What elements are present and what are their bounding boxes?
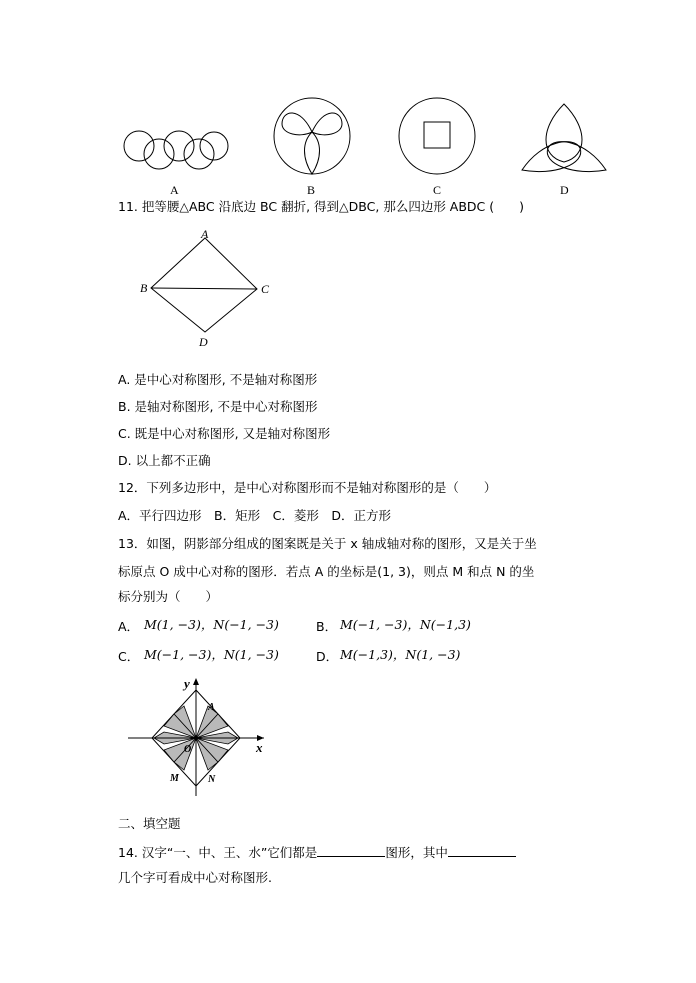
q13-option-c: M(−1, −3)，N(1, −3) bbox=[144, 647, 279, 662]
origin-label: O bbox=[184, 744, 192, 755]
x-axis-label: x bbox=[256, 740, 263, 755]
q11-option-b: B. 是轴对称图形, 不是中心对称图形 bbox=[118, 399, 318, 414]
q13-option-a: M(1, −3)，N(−1, −3) bbox=[144, 617, 279, 632]
q13-option-c-label: C． bbox=[118, 649, 140, 664]
q14-part2: 图形，其中 bbox=[385, 845, 448, 860]
q13-option-a-label: A． bbox=[118, 619, 140, 634]
figure-label-d: D bbox=[560, 183, 569, 197]
q13-option-d-label: D． bbox=[316, 649, 339, 664]
circle-with-three-petals-figure bbox=[272, 96, 352, 176]
q11-rhombus-diagram bbox=[135, 228, 280, 350]
q13-option-b: M(−1, −3)，N(−1,3) bbox=[340, 617, 471, 632]
q13-coordinate-diagram bbox=[124, 676, 274, 798]
q12-stem: 12．下列多边形中，是中心对称图形而不是轴对称图形的是（ ） bbox=[118, 480, 497, 495]
q11-option-d: D. 以上都不正确 bbox=[118, 453, 211, 468]
q13-option-b-label: B． bbox=[316, 619, 338, 634]
q11-option-a: A. 是中心对称图形, 不是轴对称图形 bbox=[118, 372, 318, 387]
figure-label-a: A bbox=[170, 183, 179, 197]
point-n-label: N bbox=[208, 774, 216, 785]
point-a-label: A bbox=[208, 702, 215, 713]
q13-option-d: M(−1,3)，N(1, −3) bbox=[340, 647, 461, 662]
q14-line2: 几个字可看成中心对称图形. bbox=[118, 870, 272, 885]
coin-square-hole-figure bbox=[397, 96, 477, 176]
q11-option-c: C. 既是中心对称图形, 又是轴对称图形 bbox=[118, 426, 331, 441]
q13-line1: 13．如图，阴影部分组成的图案既是关于 x 轴成轴对称的图形，又是关于坐 bbox=[118, 536, 537, 551]
section-title-fill-in: 二、填空题 bbox=[118, 816, 181, 831]
olympic-rings-figure bbox=[120, 128, 230, 172]
triquetra-figure bbox=[520, 100, 608, 178]
q14-blank-2 bbox=[448, 844, 516, 857]
q12-options: A．平行四边形 B．矩形 C．菱形 D．正方形 bbox=[118, 508, 391, 523]
vertex-c-label: C bbox=[261, 282, 270, 296]
point-m-label: M bbox=[170, 773, 179, 784]
vertex-d-label: D bbox=[199, 335, 208, 349]
q14-blank-1 bbox=[317, 844, 385, 857]
q14-part1: 14. 汉字“一、中、王、水”它们都是 bbox=[118, 845, 318, 860]
q13-line3: 标分别为（ ） bbox=[118, 589, 219, 604]
figure-label-b: B bbox=[307, 183, 316, 197]
vertex-a-label: A bbox=[201, 228, 209, 241]
y-axis-label: y bbox=[184, 676, 190, 691]
vertex-b-label: B bbox=[140, 281, 148, 295]
q14-line1 bbox=[118, 844, 516, 861]
q11-stem: 11. 把等腰△ABC 沿底边 BC 翻折, 得到△DBC, 那么四边形 ABDC ( ) bbox=[118, 199, 525, 214]
figure-label-c: C bbox=[433, 183, 442, 197]
q13-line2: 标原点 O 成中心对称的图形．若点 A 的坐标是(1, 3)，则点 M 和点 N 的坐 bbox=[118, 564, 535, 579]
